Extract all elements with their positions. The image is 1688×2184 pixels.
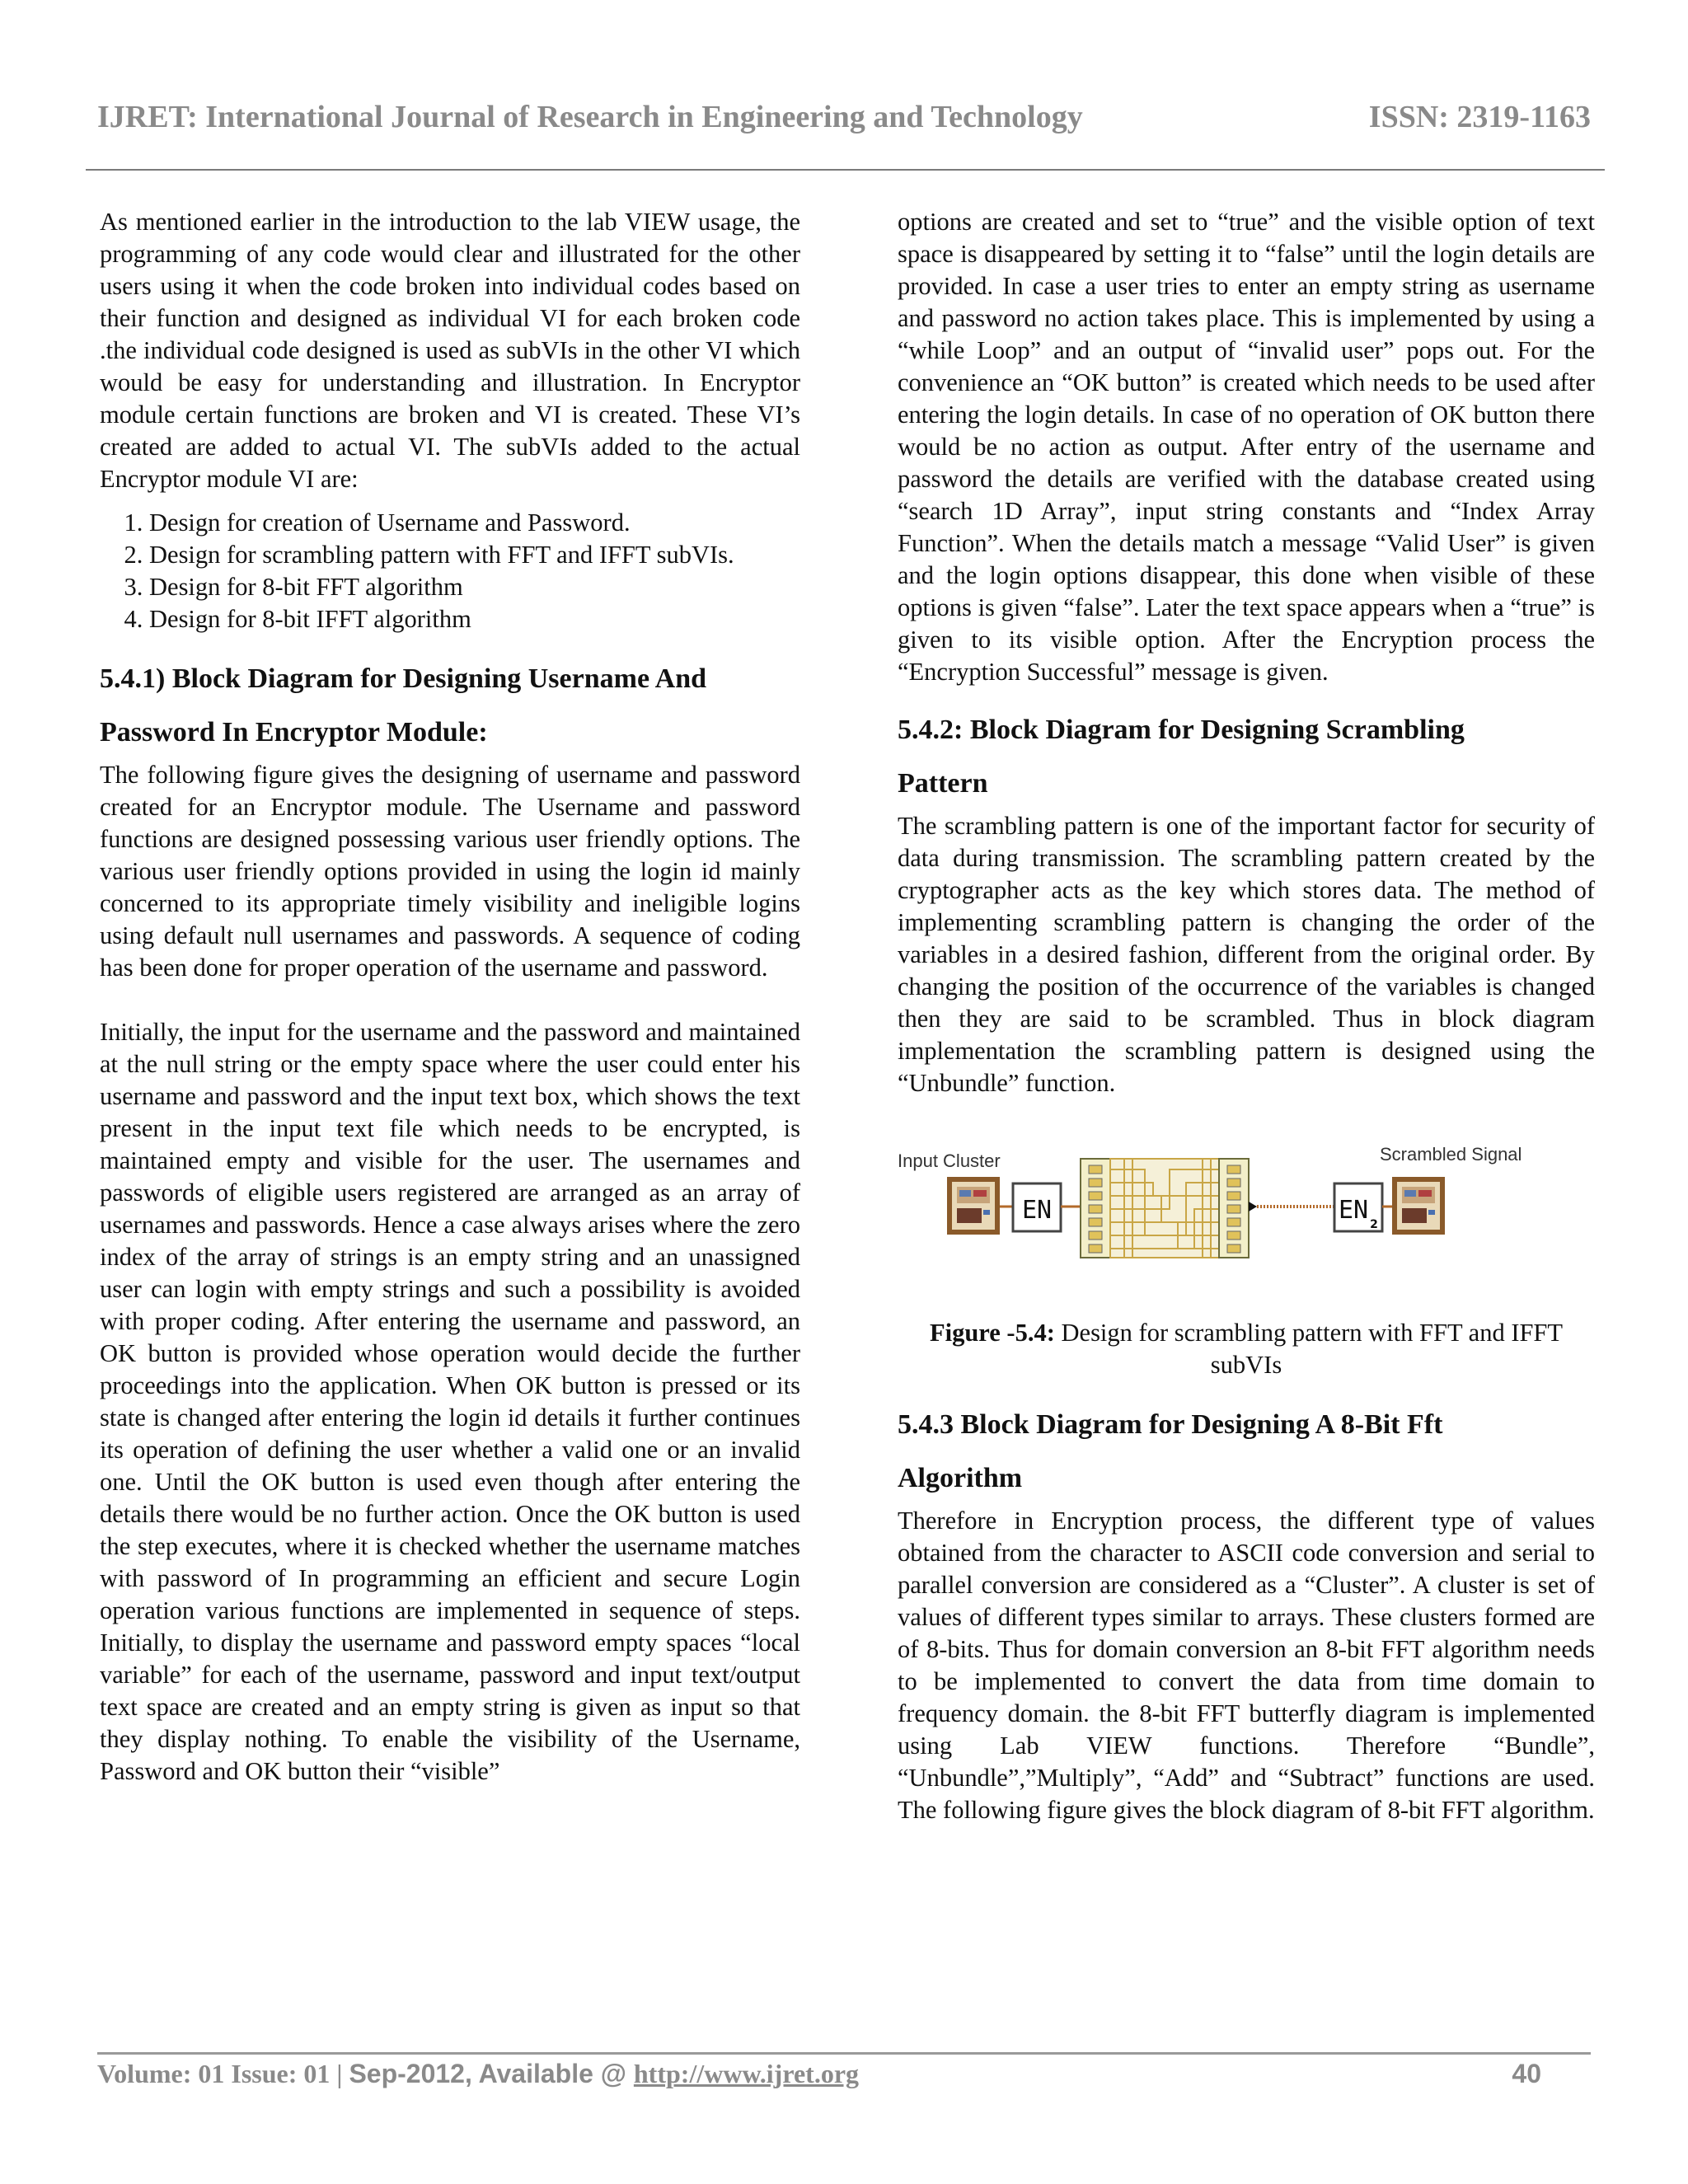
en2-node-label: EN bbox=[1338, 1196, 1369, 1225]
scrambled-signal-label: Scrambled Signal bbox=[1380, 1144, 1522, 1165]
subvi-list bbox=[100, 507, 800, 635]
block-diagram-svg bbox=[898, 1142, 1595, 1274]
journal-website-link[interactable]: http://www.ijret.org bbox=[633, 2059, 860, 2088]
footer-citation bbox=[97, 2059, 859, 2089]
right-column bbox=[898, 206, 1595, 1858]
heading-line: Password In Encryptor Module: bbox=[100, 717, 488, 748]
figure-caption-text: Design for scrambling pattern with FFT and IFFT subVIs bbox=[1054, 1319, 1564, 1379]
list-item: 2. Design for scrambling pattern with FFT and IFFT subVIs. bbox=[149, 539, 800, 571]
journal-title: IJRET: International Journal of Research in Engineering and Technology bbox=[97, 100, 1083, 134]
list-item: 4. Design for 8-bit IFFT algorithm bbox=[149, 603, 800, 635]
heading-line: 5.4.3 Block Diagram for Designing A 8-Bit Fft bbox=[898, 1409, 1443, 1440]
unbundle-cluster-node bbox=[1081, 1159, 1110, 1258]
footer-date: Sep-2012, Available @ bbox=[349, 2059, 634, 2088]
footer-volume: Volume: 01 Issue: 01 | bbox=[97, 2059, 349, 2088]
heading-line: Pattern bbox=[898, 768, 988, 799]
list-item: 1. Design for creation of Username and Password. bbox=[149, 507, 800, 539]
header-divider bbox=[86, 169, 1605, 171]
en-node-label: EN bbox=[1021, 1196, 1053, 1225]
section-heading-5-4-2 bbox=[898, 703, 1595, 810]
page-number: 40 bbox=[1512, 2059, 1541, 2088]
scramble-wires bbox=[1110, 1159, 1219, 1258]
scrambled-signal-icon bbox=[1392, 1177, 1445, 1235]
left-column bbox=[100, 206, 800, 1820]
scrambling-block-diagram bbox=[898, 1142, 1595, 1274]
issn-label: ISSN: 2319-1163 bbox=[1368, 100, 1591, 134]
input-cluster-label: Input Cluster bbox=[898, 1151, 1001, 1171]
fft-paragraph: Therefore in Encryption process, the different type of values obtained from the character to ASCII code conversion and serial to parallel conversion are considered as a “Cluster”. A cluster is set of values of different types similar to arrays. These clusters formed are of 8-bits. Thus for domain conversion an 8-bit FFT algorithm needs to be implemented to convert the data from time domain to frequency domain. the 8-bit FFT butterfly diagram is implemented using Lab VIEW functions. Therefore “Bundle”, “Unbundle”,”Multiply”, “Add” and “Subtract” functions are used. The following figure gives the block diagram of 8-bit FFT algorithm. bbox=[898, 1507, 1595, 1824]
login-paragraph: Initially, the input for the username and the password and maintained at the null string or the empty space where the user could enter his username and password and the input text box, which shows the text present in the input text file which needs to be encrypted, is maintained empty and visible for the user. The usernames and passwords of eligible users registered are arranged as an array of usernames and passwords. Hence a case always arises where the zero index of the array of strings is an empty string and an unassigned user can login with empty strings and such a possibility is avoided with proper coding. After entering the username and password, an OK button is provided whose operation would decide the further proceedings into the application. When OK button is pressed or its state is changed after entering the login id details it further continues its operation of defining the user whether a valid one or an invalid one. Until the OK button is used even though after entering the details there would be no further action. Once the OK button is used the step executes, where it is checked whether the username matches with password of In programming an efficient and secure Login operation various functions are implemented in sequence of steps. Initially, to display the username and password empty spaces “local variable” for each of the username, password and input text/output text space are created and an empty string is given as input so that they display nothing. To enable the visibility of the Username, Password and OK button their “visible” bbox=[100, 1018, 800, 1785]
section-heading-5-4-1 bbox=[100, 652, 800, 759]
username-paragraph: The following figure gives the designing of username and password created for an Encryptor module. The Username and password functions are designed possessing various user friendly options. The various user friendly options provided in using the login id mainly concerned to its appropriate timely visibility and ineligible logins using default null usernames and passwords. A sequence of coding has been done for proper operation of the username and password. bbox=[100, 761, 800, 982]
section-heading-5-4-3 bbox=[898, 1398, 1595, 1505]
continuation-paragraph: options are created and set to “true” and the visible option of text space is disappeared by setting it to “false” until the login details are provided. In case a user tries to enter an empty string as username and password no action takes place. This is implemented by using a “while Loop” and an output of “invalid user” pops out. For the convenience an “OK button” is created which needs to be used after entering the login details. In case of no operation of OK button there would be no action as output. After entry of the username and password the details are verified with the database created using “search 1D Array”, input string constants and “Index Array Function”. When the details match a message “Valid User” is given and the login options disappear, this done when visible of these options is given “false”. Later the text space appears when a “true” is given to its visible option. After the Encryption process the “Encryption Successful” message is given. bbox=[898, 208, 1595, 686]
heading-line: Algorithm bbox=[898, 1463, 1023, 1493]
heading-line: 5.4.2: Block Diagram for Designing Scrambling bbox=[898, 715, 1465, 745]
bundle-cluster-node bbox=[1219, 1159, 1249, 1258]
en2-node-subscript: 2 bbox=[1370, 1218, 1378, 1231]
scrambling-paragraph: The scrambling pattern is one of the important factor for security of data during transmission. The scrambling pattern created by the cryptographer acts as the key which stores data. The method of implementing scrambling pattern is changing the order of the variables in a desired fashion, different from the original order. By changing the position of the occurrence of the variables is changed then they are said to be scrambled. Thus in block diagram implementation the scrambling pattern is designed using the “Unbundle” function. bbox=[898, 812, 1595, 1097]
input-cluster-icon bbox=[947, 1177, 1000, 1235]
intro-paragraph: As mentioned earlier in the introduction to the lab VIEW usage, the programming of any code would clear and illustrated for the other users using it when the code broken into individual codes based on their function and designed as individual VI for each broken code .the individual code designed is used as subVIs in the other VI which would be easy for understanding and illustration. In Encryptor module certain functions are broken and VI is created. These VI’s created are added to actual VI. The subVIs added to the actual Encryptor module VI are: bbox=[100, 208, 800, 493]
list-item: 3. Design for 8-bit FFT algorithm bbox=[149, 571, 800, 603]
heading-line: 5.4.1) Block Diagram for Designing Username And bbox=[100, 663, 707, 694]
bundle-en-node bbox=[1013, 1183, 1061, 1231]
figure-number: Figure -5.4: bbox=[929, 1319, 1055, 1347]
figure-caption bbox=[898, 1317, 1595, 1381]
footer-divider bbox=[97, 2052, 1591, 2055]
unbundle-en2-node bbox=[1334, 1183, 1382, 1231]
